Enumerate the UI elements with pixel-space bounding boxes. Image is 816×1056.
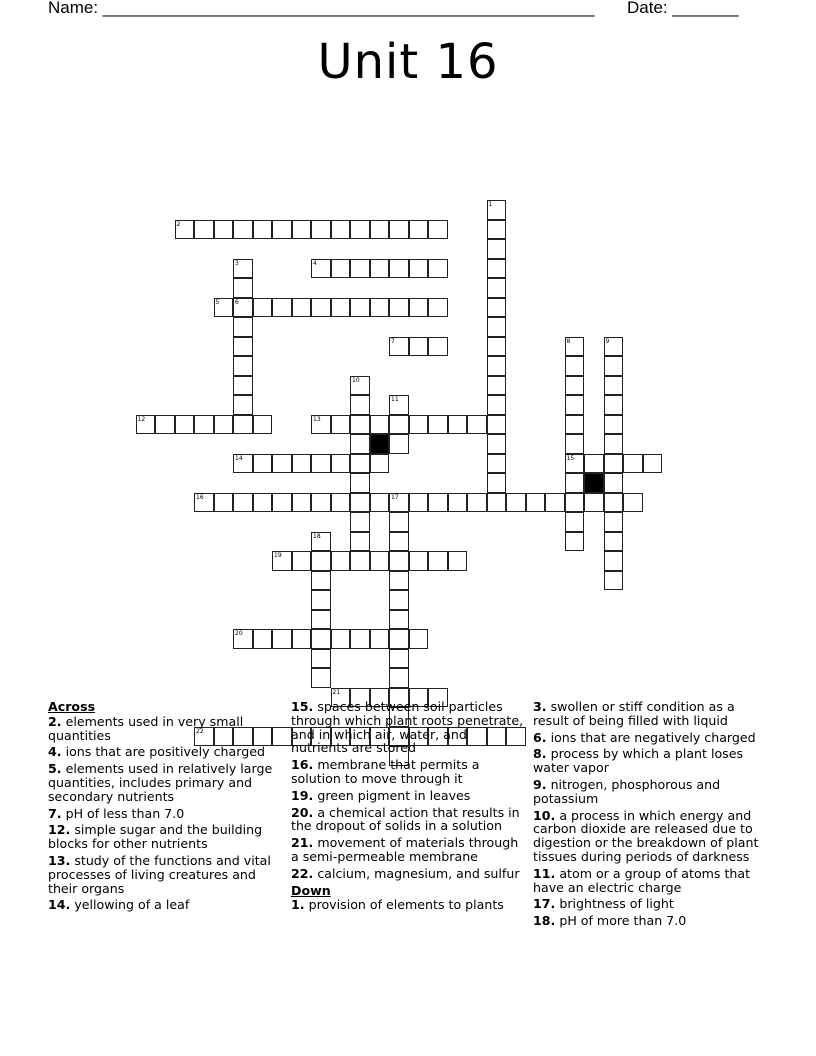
- grid-cell[interactable]: [370, 259, 390, 279]
- grid-cell[interactable]: [389, 610, 409, 630]
- grid-cell[interactable]: [389, 649, 409, 669]
- grid-cell[interactable]: [487, 493, 507, 513]
- grid-cell[interactable]: [233, 376, 253, 396]
- grid-cell[interactable]: [233, 356, 253, 376]
- grid-cell[interactable]: [311, 649, 331, 669]
- clues-column-1: [48, 700, 276, 915]
- clue-across: 14. yellowing of a leaf: [48, 897, 190, 913]
- grid-cell[interactable]: [311, 629, 331, 649]
- clue-number: 17: [391, 493, 399, 501]
- grid-cell[interactable]: [565, 376, 585, 396]
- grid-cell[interactable]: [604, 434, 624, 454]
- grid-cell[interactable]: [526, 493, 546, 513]
- grid-cell[interactable]: [292, 493, 312, 513]
- clue-across: 16. membrane that permits a solution to move through it: [291, 757, 480, 786]
- grid-cell[interactable]: [409, 629, 429, 649]
- grid-cell[interactable]: [311, 298, 331, 318]
- grid-cell[interactable]: [214, 493, 234, 513]
- grid-cell[interactable]: [350, 434, 370, 454]
- clue-number: 14: [235, 454, 243, 462]
- grid-cell[interactable]: [194, 415, 214, 435]
- grid-cell[interactable]: [604, 415, 624, 435]
- clue-across: 19. green pigment in leaves: [291, 787, 471, 803]
- grid-cell[interactable]: [194, 220, 214, 240]
- grid-cell[interactable]: [409, 298, 429, 318]
- grid-cell[interactable]: [370, 454, 390, 474]
- clue-number: 10: [352, 376, 360, 384]
- clue-number: 11: [391, 396, 399, 403]
- grid-cell[interactable]: [584, 493, 604, 513]
- grid-cell[interactable]: [292, 220, 312, 240]
- grid-cell[interactable]: [623, 454, 643, 474]
- grid-cell[interactable]: [311, 454, 331, 474]
- grid-cell[interactable]: [565, 415, 585, 435]
- clue-number: 5: [215, 298, 220, 306]
- grid-cell[interactable]: [604, 356, 624, 376]
- grid-cell[interactable]: [389, 298, 409, 318]
- clue-down: 10. a process in which energy and carbon dioxide are released due to digestion or the breakdown of plant tissues during periods of darkness: [533, 807, 759, 864]
- grid-cell[interactable]: [350, 220, 370, 240]
- grid-cell[interactable]: [467, 415, 487, 435]
- grid-cell[interactable]: [389, 512, 409, 532]
- clue-number: 4: [313, 259, 317, 267]
- grid-cell[interactable]: [350, 415, 370, 435]
- grid-cell[interactable]: [194, 493, 214, 513]
- grid-cell[interactable]: [487, 220, 507, 240]
- grid-cell[interactable]: [428, 551, 448, 571]
- grid-cell[interactable]: [487, 200, 507, 220]
- grid-cell[interactable]: [565, 454, 585, 474]
- clues-column-2: [291, 700, 527, 915]
- grid-cell[interactable]: [233, 454, 253, 474]
- grid-cell[interactable]: [389, 337, 409, 357]
- grid-cell[interactable]: [311, 551, 331, 571]
- grid-cell[interactable]: [331, 259, 351, 279]
- grid-cell[interactable]: [448, 551, 468, 571]
- grid-cell[interactable]: [487, 298, 507, 318]
- grid-cell[interactable]: [467, 493, 487, 513]
- clue-across: 2. elements used in very small quantities: [48, 713, 244, 743]
- grid-cell[interactable]: [175, 220, 195, 240]
- name-field[interactable]: Name: ____________________________________________________: [48, 0, 595, 17]
- grid-cell[interactable]: [370, 551, 390, 571]
- grid-cell[interactable]: [409, 220, 429, 240]
- grid-cell[interactable]: [311, 493, 331, 513]
- grid-cell[interactable]: [214, 298, 234, 318]
- grid-cell[interactable]: [487, 278, 507, 298]
- grid-cell[interactable]: [350, 395, 370, 415]
- clue-across: 22. calcium, magnesium, and sulfur: [291, 865, 520, 881]
- grid-cell[interactable]: [487, 239, 507, 259]
- grid-cell[interactable]: [311, 610, 331, 630]
- grid-cell[interactable]: [487, 337, 507, 357]
- grid-cell[interactable]: [487, 395, 507, 415]
- clue-down: 18. pH of more than 7.0: [533, 913, 687, 929]
- grid-cell[interactable]: [389, 415, 409, 435]
- grid-cell[interactable]: [272, 493, 292, 513]
- grid-cell[interactable]: [604, 473, 624, 493]
- grid-cell[interactable]: [233, 395, 253, 415]
- grid-cell[interactable]: [487, 259, 507, 279]
- grid-cell[interactable]: [311, 415, 331, 435]
- grid-cell[interactable]: [565, 512, 585, 532]
- grid-cell[interactable]: [604, 395, 624, 415]
- grid-cell[interactable]: [604, 376, 624, 396]
- clue-number: 12: [137, 415, 146, 423]
- clue-down: 1. provision of elements to plants: [291, 897, 504, 913]
- grid-cell[interactable]: [506, 493, 526, 513]
- clue-number: 19: [274, 552, 282, 559]
- grid-cell[interactable]: [233, 259, 253, 279]
- grid-cell[interactable]: [292, 629, 312, 649]
- grid-cell[interactable]: [448, 493, 468, 513]
- grid-cell[interactable]: [643, 454, 663, 474]
- clue-across: 15. spaces between soil particles through which plant roots penetrate, and in which air, water, and nutrients are stored: [291, 699, 524, 756]
- grid-cell[interactable]: [253, 493, 273, 513]
- down-heading: Down: [291, 882, 331, 898]
- grid-cell[interactable]: [331, 493, 351, 513]
- clue-across: 7. pH of less than 7.0: [48, 805, 185, 821]
- grid-cell[interactable]: [272, 454, 292, 474]
- grid-cell[interactable]: [487, 454, 507, 474]
- clue-down: 8. process by which a plant loses water vapor: [533, 746, 744, 776]
- grid-cell[interactable]: [565, 395, 585, 415]
- grid-cell[interactable]: [350, 298, 370, 318]
- clue-number: 15: [566, 454, 575, 462]
- grid-cell[interactable]: [428, 220, 448, 240]
- grid-cell[interactable]: [350, 629, 370, 649]
- grid-cell[interactable]: [272, 220, 292, 240]
- grid-cell[interactable]: [272, 629, 292, 649]
- grid-cell[interactable]: [409, 415, 429, 435]
- grid-cell[interactable]: [565, 473, 585, 493]
- grid-cell[interactable]: [389, 493, 409, 513]
- clue-number: 16: [196, 493, 204, 501]
- clue-across: 5. elements used in relatively large quantities, includes primary and secondary nutrients: [48, 761, 273, 804]
- grid-cell[interactable]: [448, 415, 468, 435]
- grid-cell[interactable]: [428, 415, 448, 435]
- grid-cell[interactable]: [389, 220, 409, 240]
- grid-cell[interactable]: [155, 415, 175, 435]
- grid-cell[interactable]: [370, 415, 390, 435]
- clue-number: 7: [391, 337, 395, 345]
- grid-cell[interactable]: [331, 629, 351, 649]
- grid-cell[interactable]: [214, 220, 234, 240]
- grid-cell[interactable]: [331, 415, 351, 435]
- grid-cell[interactable]: [233, 629, 253, 649]
- clue-number: 22: [196, 727, 204, 735]
- grid-cell[interactable]: [292, 298, 312, 318]
- grid-cell[interactable]: [253, 629, 273, 649]
- grid-cell[interactable]: [331, 551, 351, 571]
- grid-cell[interactable]: [487, 317, 507, 337]
- grid-cell[interactable]: [389, 629, 409, 649]
- clue-number: 3: [235, 259, 239, 267]
- grid-cell[interactable]: [233, 298, 253, 318]
- grid-cell[interactable]: [604, 512, 624, 532]
- grid-cell[interactable]: [604, 454, 624, 474]
- clue-number: 2: [176, 220, 181, 228]
- grid-cell[interactable]: [311, 668, 331, 688]
- clue-number: 9: [605, 337, 610, 345]
- grid-cell[interactable]: [292, 551, 312, 571]
- clue-number: 6: [235, 298, 239, 306]
- clue-down: 9. nitrogen, phosphorous and potassium: [533, 776, 721, 806]
- grid-cell[interactable]: [311, 532, 331, 552]
- grid-cell[interactable]: [409, 337, 429, 357]
- grid-cell[interactable]: [604, 532, 624, 552]
- grid-cell[interactable]: [545, 493, 565, 513]
- grid-cell[interactable]: [233, 278, 253, 298]
- grid-cell[interactable]: [233, 493, 253, 513]
- grid-cell[interactable]: [175, 415, 195, 435]
- clue-number: 21: [332, 688, 341, 696]
- grid-cell[interactable]: [331, 298, 351, 318]
- grid-cell[interactable]: [487, 473, 507, 493]
- clue-number: 18: [313, 532, 321, 540]
- grid-cell[interactable]: [350, 512, 370, 532]
- clue-down: 11. atom or a group of atoms that have an electric charge: [533, 865, 751, 895]
- grid-cell[interactable]: [487, 376, 507, 396]
- grid-cell[interactable]: [253, 415, 273, 435]
- grid-cell[interactable]: [350, 493, 370, 513]
- grid-cell[interactable]: [370, 298, 390, 318]
- grid-cell[interactable]: [331, 220, 351, 240]
- clue-down: 6. ions that are negatively charged: [533, 729, 756, 745]
- grid-cell[interactable]: [389, 395, 409, 415]
- date-field[interactable]: Date: _______: [627, 0, 739, 17]
- across-heading: Across: [48, 699, 96, 714]
- black-square: [584, 473, 604, 493]
- grid-cell[interactable]: [370, 493, 390, 513]
- grid-cell[interactable]: [409, 551, 429, 571]
- clue-number: 13: [313, 415, 321, 423]
- black-square: [370, 434, 390, 454]
- grid-cell[interactable]: [565, 337, 585, 357]
- grid-cell[interactable]: [389, 668, 409, 688]
- grid-cell[interactable]: [428, 259, 448, 279]
- grid-cell[interactable]: [350, 376, 370, 396]
- grid-cell[interactable]: [389, 259, 409, 279]
- grid-cell[interactable]: [233, 415, 253, 435]
- grid-cell[interactable]: [272, 298, 292, 318]
- grid-cell[interactable]: [350, 473, 370, 493]
- grid-cell[interactable]: [487, 434, 507, 454]
- clue-across: 20. a chemical action that results in the dropout of solids in a solution: [291, 804, 520, 834]
- grid-cell[interactable]: [253, 454, 273, 474]
- grid-cell[interactable]: [331, 454, 351, 474]
- grid-cell[interactable]: [311, 220, 331, 240]
- page-title: Unit 16: [317, 34, 499, 90]
- grid-cell[interactable]: [565, 434, 585, 454]
- grid-cell[interactable]: [311, 571, 331, 591]
- grid-cell[interactable]: [253, 298, 273, 318]
- clue-across: 21. movement of materials through a semi-permeable membrane: [291, 835, 519, 864]
- grid-cell[interactable]: [389, 571, 409, 591]
- clue-across: 4. ions that are positively charged: [48, 744, 265, 760]
- grid-cell[interactable]: [311, 259, 331, 279]
- grid-cell[interactable]: [389, 551, 409, 571]
- clue-across: 13. study of the functions and vital processes of living creatures and their organs: [48, 852, 271, 896]
- grid-cell[interactable]: [604, 337, 624, 357]
- grid-cell[interactable]: [370, 629, 390, 649]
- grid-cell[interactable]: [136, 415, 156, 435]
- grid-cell[interactable]: [350, 532, 370, 552]
- grid-cell[interactable]: [389, 434, 409, 454]
- grid-cell[interactable]: [409, 259, 429, 279]
- grid-cell[interactable]: [389, 590, 409, 610]
- grid-cell[interactable]: [292, 454, 312, 474]
- grid-cell[interactable]: [253, 220, 273, 240]
- grid-cell[interactable]: [272, 551, 292, 571]
- grid-cell[interactable]: [214, 415, 234, 435]
- grid-cell[interactable]: [389, 532, 409, 552]
- grid-cell[interactable]: [604, 551, 624, 571]
- grid-cell[interactable]: [350, 259, 370, 279]
- grid-cell[interactable]: [370, 220, 390, 240]
- grid-cell[interactable]: [233, 220, 253, 240]
- grid-cell[interactable]: [428, 493, 448, 513]
- clue-down: 17. brightness of light: [533, 896, 674, 912]
- grid-cell[interactable]: [233, 317, 253, 337]
- grid-cell[interactable]: [409, 493, 429, 513]
- clue-across: 12. simple sugar and the building blocks for other nutrients: [48, 822, 263, 852]
- grid-cell[interactable]: [428, 337, 448, 357]
- grid-cell[interactable]: [350, 551, 370, 571]
- grid-cell[interactable]: [428, 298, 448, 318]
- clues-column-3: [533, 700, 771, 931]
- clue-number: 1: [488, 201, 493, 208]
- grid-cell[interactable]: [565, 493, 585, 513]
- grid-cell[interactable]: [623, 493, 643, 513]
- clue-down: 3. swollen or stiff condition as a result of being filled with liquid: [533, 699, 735, 728]
- grid-cell[interactable]: [311, 590, 331, 610]
- clue-number: 8: [566, 337, 571, 345]
- grid-cell[interactable]: [350, 454, 370, 474]
- grid-cell[interactable]: [565, 356, 585, 376]
- grid-cell[interactable]: [233, 337, 253, 357]
- grid-cell[interactable]: [487, 415, 507, 435]
- grid-cell[interactable]: [584, 454, 604, 474]
- grid-cell[interactable]: [565, 532, 585, 552]
- clue-number: 20: [235, 630, 243, 637]
- grid-cell[interactable]: [604, 571, 624, 591]
- grid-cell[interactable]: [487, 356, 507, 376]
- grid-cell[interactable]: [604, 493, 624, 513]
